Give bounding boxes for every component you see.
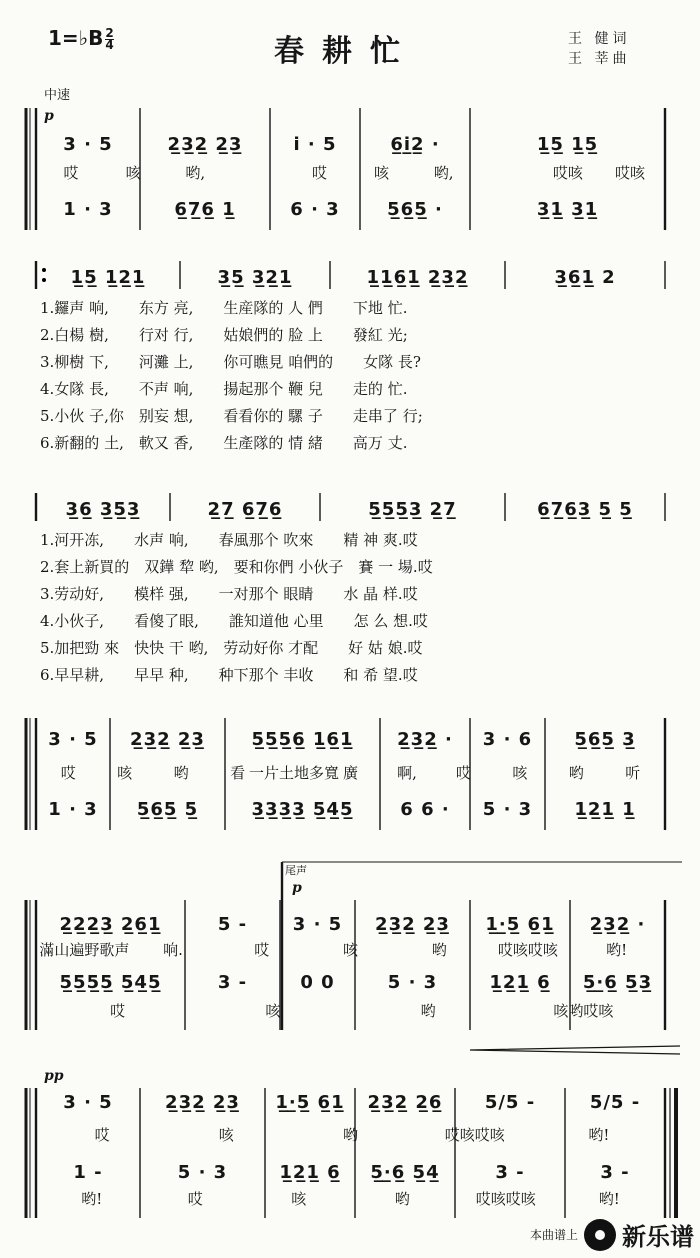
system-s6-top-measure-4: 2̲3̲2̲ 2̲6̲	[367, 1092, 443, 1113]
system-s6-dynamic-mark: pp	[44, 1068, 64, 1084]
system-s5-bottom-measure-1: 5̲5̲5̲5̲ 5̲4̲5̲	[59, 972, 162, 993]
system-s1-top-measure-5: 1̲5̲ 1̲5̲	[536, 134, 599, 155]
system-s2-verse-5: 5.小伙 子,你 别妄 想, 看看你的 騾 子 走串了 行;	[40, 407, 423, 425]
system-s6-top-measure-5: 5/5 -	[484, 1092, 536, 1113]
system-s6-bottom-measure-3: 1̲2̲1̲ 6̲	[279, 1162, 341, 1183]
system-s1-top-lyric-5: 哎	[311, 164, 327, 182]
system-s4-top-lyric-10: 哟	[568, 764, 584, 782]
tempo-marking: 中速	[44, 88, 71, 103]
system-s5-top-lyric-4: 咳	[342, 941, 359, 959]
system-s3-top-measure-3: 5̲5̲5̲3̲ 2̲7̲	[368, 499, 457, 520]
system-s6-top-lyric-4: 哎咳哎咳	[444, 1126, 505, 1144]
system-s4-top-measure-4: 2̲3̲2̲ ·	[397, 729, 453, 750]
system-s5-bottom-lyric-3: 哟	[420, 1002, 436, 1020]
system-s2-verse-2: 2.白楊 樹, 行对 行, 姑娘們的 脸 上 發紅 光;	[40, 326, 408, 344]
system-s2-verse-3: 3.柳樹 下, 河灘 上, 你可瞧見 咱們的 女隊 長?	[40, 353, 421, 371]
system-s4-top-lyric-3: 哟	[173, 764, 189, 782]
system-s6-bottom-measure-5: 3 -	[495, 1162, 525, 1183]
system-s4-top-lyric-1: 哎	[60, 764, 76, 782]
system-s1-bottom-measure-4: 5̲6̲5̲ ·	[387, 199, 443, 220]
system-s3-verse-2: 2.套上新買的 双鏵 犂 哟, 要和你們 小伙子 賽 一 場.哎	[40, 558, 433, 576]
system-s1-top-measure-2: 2̲3̲2̲ 2̲3̲	[167, 134, 243, 155]
system-s3-verse-1: 1.河开冻, 水声 响, 春風那个 吹來 精 神 爽.哎	[40, 531, 418, 549]
system-s1-dynamic-mark: p	[44, 108, 54, 124]
system-s4-top-lyric-7: 啊,	[397, 764, 417, 782]
system-s6-bottom-lyric-5: 哎咳哎咳	[475, 1190, 536, 1208]
system-s5-bottom-measure-3: 0 0	[300, 972, 335, 993]
system-s5-top-measure-6: 2̲3̲2̲ ·	[589, 914, 646, 935]
system-s1-bottom-measure-2: 6̲7̲6̲ 1̲	[174, 199, 236, 220]
system-s4-top-lyric-5: 一片土地多寬	[249, 764, 340, 782]
system-s4-top-lyric-4: 看	[230, 764, 246, 782]
system-s4-top-measure-6: 5̲6̲5̲ 3̲	[574, 729, 636, 750]
system-s5-top-lyric-1: 滿山遍野歌声	[39, 941, 130, 959]
system-s2-top-measure-3: 1̲1̲6̲1̲ 2̲3̲2̲	[366, 267, 469, 288]
system-s2-verse-4: 4.女隊 長, 不声 响, 揚起那个 鞭 兒 走的 忙.	[40, 380, 408, 398]
system-s6-top-measure-6: 5/5 -	[589, 1092, 641, 1113]
system-s5-top-lyric-3: 哎	[254, 941, 270, 959]
system-s1-top-lyric-10: 哎咳	[614, 164, 645, 182]
system-s3-verse-4: 4.小伙子, 看傻了眼, 誰知道他 心里 怎 么 想.哎	[40, 612, 428, 630]
system-s5-top-measure-5: 1̲·̲5̲ 6̲1̲	[485, 914, 555, 935]
system-s6-top-measure-1: 3 · 5	[63, 1092, 113, 1113]
system-s5-top-measure-4: 2̲3̲2̲ 2̲3̲	[375, 914, 450, 935]
system-s3-verse-5: 5.加把勁 來 快快 干 哟, 劳动好你 才配 好 姑 娘.哎	[40, 639, 423, 657]
system-s5-top-lyric-2: 响.	[163, 941, 183, 959]
lyricist-credit: 王 健词	[568, 31, 631, 47]
system-s2-verse-1: 1.鑼声 响, 东方 亮, 生産隊的 人 們 下地 忙.	[40, 299, 408, 317]
system-s2-top-measure-2: 3̲5̲ 3̲2̲1̲	[217, 267, 293, 288]
system-s1-top-lyric-7: 哟,	[433, 164, 454, 182]
system-s1-top-lyric-2: 咳	[125, 164, 141, 182]
system-s5-bottom-measure-5: 1̲2̲1̲ 6̲	[489, 972, 551, 993]
system-s5-top-measure-2: 5 -	[217, 914, 248, 935]
system-s4-bottom-measure-2: 5̲6̲5̲ 5̲	[136, 799, 199, 820]
logo-disc-icon	[584, 1219, 616, 1251]
time-signature-top: 2	[105, 26, 114, 40]
system-s6-bottom-measure-1: 1 -	[73, 1162, 103, 1183]
system-s6-top-measure-2: 2̲3̲2̲ 2̲3̲	[165, 1092, 240, 1113]
source-note: 本曲谱上	[529, 1228, 578, 1242]
system-s6-top-measure-3: 1̲·̲5̲ 6̲1̲	[275, 1092, 345, 1113]
system-s3-verse-6: 6.早早耕, 早早 种, 种下那个 丰收 和 希 望.哎	[40, 666, 418, 684]
system-s4-top-lyric-2: 咳	[117, 764, 133, 782]
system-s4-top-lyric-9: 咳	[512, 764, 528, 782]
page-title: 春耕忙	[274, 34, 418, 69]
system-s5-bottom-measure-6: 5̲·̲6̲ 5̲3̲	[582, 972, 653, 993]
system-s4-bottom-measure-3: 3̲3̲3̲3̲ 5̲4̲5̲	[251, 799, 354, 820]
system-s2-top-measure-4: 3̲6̲1̲ 2	[554, 267, 616, 288]
footer	[530, 1217, 694, 1252]
system-s1-bottom-measure-1: 1 · 3	[63, 199, 113, 220]
system-s5-coda-label: 尾声	[285, 864, 307, 877]
system-s1-top-lyric-6: 咳	[374, 164, 390, 182]
repeat-dot-top	[42, 268, 46, 272]
system-s4-top-lyric-6: 廣	[342, 764, 359, 782]
system-s6-bottom-measure-4: 5̲·̲6̲ 5̲4̲	[370, 1162, 440, 1183]
system-s6-bottom-lyric-1: 哟!	[81, 1190, 103, 1208]
site-logo[interactable]: 新乐谱	[622, 1223, 694, 1251]
system-s4-bottom-measure-6: 1̲2̲1̲ 1̲	[574, 799, 636, 820]
system-s1-bottom-measure-5: 3̲1̲ 3̲1̲	[536, 199, 599, 220]
system-s3-top-measure-2: 2̲7̲ 6̲7̲6̲	[207, 499, 283, 520]
system-s1-top-measure-3: i · 5	[293, 134, 337, 155]
repeat-dot-bottom	[42, 278, 46, 282]
system-s1-top-measure-4: 6̲i̲2̲ ·	[390, 134, 440, 155]
system-s3-top-measure-4: 6̲7̲6̲3̲ 5̲ 5̲	[537, 499, 633, 520]
system-s1-bottom-measure-3: 6 · 3	[290, 199, 340, 220]
system-s5-top-lyric-6: 哎咳哎咳	[497, 941, 558, 959]
system-s1-top-lyric-3: 哟,	[185, 164, 206, 182]
system-s4-bottom-measure-5: 5 · 3	[482, 799, 533, 820]
system-s4-top-measure-2: 2̲3̲2̲ 2̲3̲	[130, 729, 205, 750]
system-s2-top-measure-1: 1̲5̲ 1̲2̲1̲	[70, 267, 146, 288]
key-signature: 1=♭B $\frac{2}{4}$	[48, 26, 114, 52]
system-s1-top-measure-1: 3 · 5	[63, 134, 113, 155]
system-s6-bottom-measure-6: 3 -	[600, 1162, 630, 1183]
system-s5-bottom-lyric-4: 咳哟哎咳	[553, 1002, 614, 1020]
system-s3-verse-3: 3.劳动好, 模样 强, 一对那个 眼睛 水 晶 样.哎	[40, 585, 418, 603]
system-s5-bottom-measure-4: 5 · 3	[387, 972, 438, 993]
system-s4-bottom-measure-4: 6 6 ·	[400, 799, 450, 820]
system-s5-dynamic-mark: p	[292, 880, 302, 896]
system-s6-top-lyric-2: 咳	[218, 1126, 234, 1144]
system-s5-top-lyric-7: 哟!	[606, 941, 628, 959]
system-s4-top-measure-1: 3 · 5	[48, 729, 98, 750]
system-s2-verse-6: 6.新翻的 土, 軟又 香, 生產隊的 情 緒 高万 丈.	[40, 434, 408, 452]
system-s5-top-lyric-5: 哟	[431, 941, 447, 959]
hairpin-mark	[470, 1046, 680, 1054]
system-s3-top-measure-1: 3̲6̲ 3̲5̲3̲	[65, 499, 141, 520]
system-s5-bottom-lyric-1: 哎	[110, 1002, 126, 1020]
system-s6-bottom-measure-2: 5 · 3	[177, 1162, 228, 1183]
system-s5-bottom-measure-2: 3 -	[217, 972, 248, 993]
system-s4-top-lyric-11: 听	[625, 764, 641, 782]
system-s6-bottom-lyric-6: 哟!	[598, 1190, 620, 1208]
system-s1-top-lyric-9: 哎咳	[552, 164, 583, 182]
system-s4-top-measure-3: 5̲5̲5̲6̲ 1̲6̲1̲	[251, 729, 354, 750]
system-s1-top-lyric-1: 哎	[63, 164, 79, 182]
system-s6-top-lyric-1: 哎	[94, 1126, 110, 1144]
system-s6-top-lyric-5: 哟!	[588, 1126, 610, 1144]
time-signature-bottom: 4	[105, 38, 114, 52]
system-s6-bottom-lyric-4: 哟	[394, 1190, 410, 1208]
system-s5-bottom-lyric-2: 咳	[265, 1002, 281, 1020]
system-s4-top-measure-5: 3 · 6	[482, 729, 533, 750]
system-s4-top-lyric-8: 哎	[455, 764, 471, 782]
system-s6-bottom-lyric-2: 哎	[187, 1190, 203, 1208]
system-s5-top-measure-3: 3 · 5	[292, 914, 343, 935]
composer-credit: 王 莘曲	[568, 51, 631, 67]
system-s4-bottom-measure-1: 1 · 3	[48, 799, 98, 820]
system-s6-top-lyric-3: 哟	[342, 1126, 359, 1144]
system-s5-top-measure-1: 2̲2̲2̲3̲ 2̲6̲1̲	[59, 914, 162, 935]
system-s6-bottom-lyric-3: 咳	[291, 1190, 307, 1208]
